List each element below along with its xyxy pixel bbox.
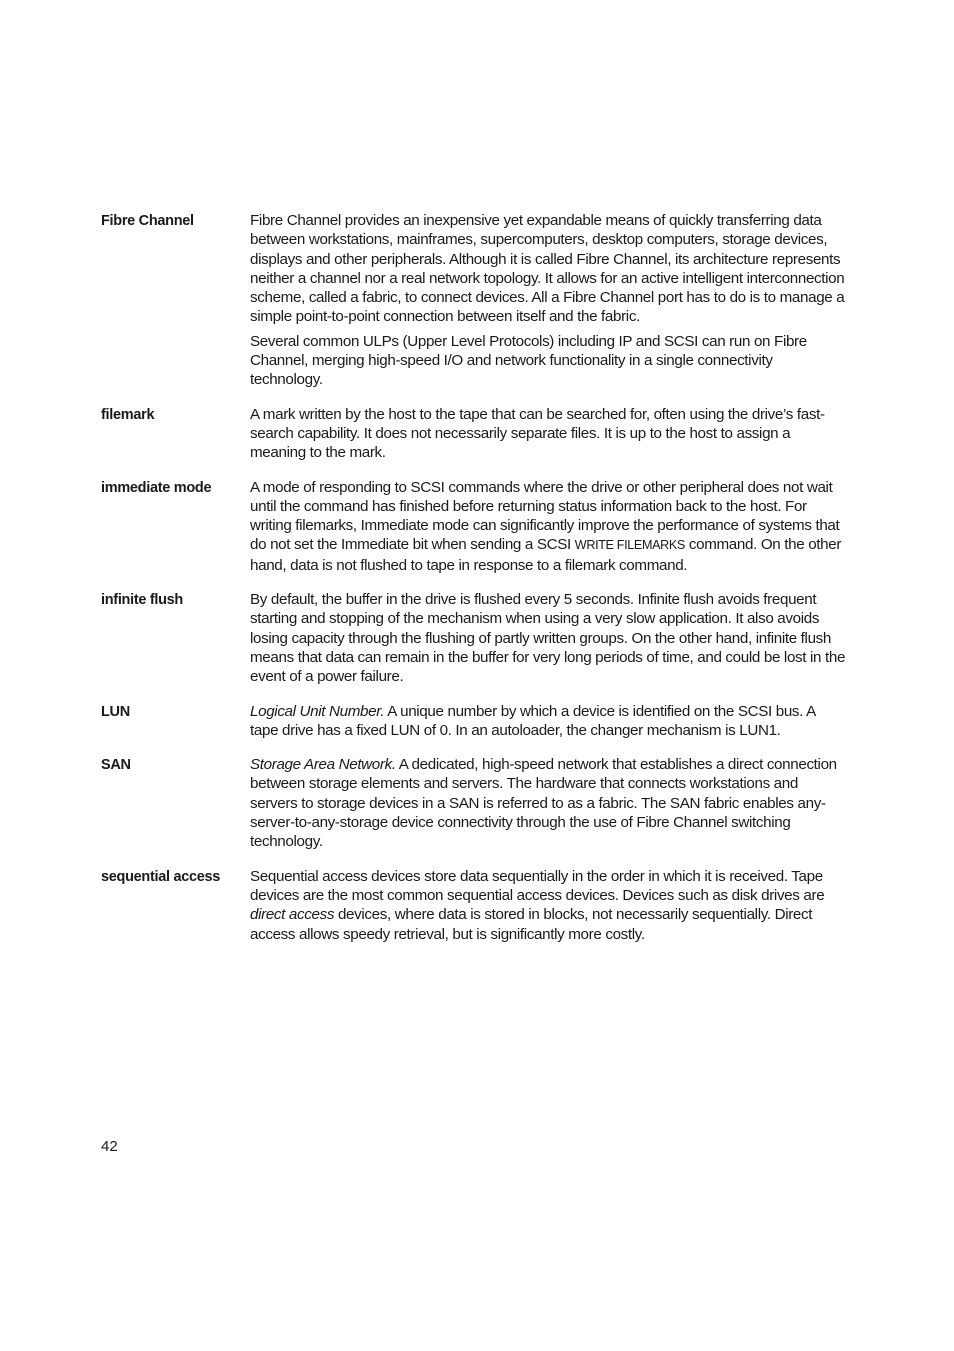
glossary-definition [250, 478, 846, 575]
expansion-italic: Logical Unit Number. [250, 702, 385, 720]
glossary-entry-sequential-access [101, 867, 846, 944]
definition-text: A mode of responding to SCSI commands where the drive or other peripheral does not wait until the command has finished before returning status information back to the host. For writing filemarks, Immediate mode can significantly improve the performance of systems that do not set the Immediate bit when sending a SCSI [250, 478, 840, 554]
glossary-definition [250, 755, 846, 851]
glossary-term: filemark [101, 406, 155, 423]
definition-text: command. On the other hand, data is not flushed to tape in response to a filemark command. [250, 536, 842, 574]
definition-text: devices, where data is stored in blocks, not necessarily sequentially. Direct access allows speedy retrieval, but is significantly more costly. [250, 906, 813, 943]
glossary-entry-immediate-mode [101, 478, 846, 575]
glossary-list [101, 211, 846, 959]
expansion-italic: Storage Area Network. [250, 756, 396, 774]
definition-paragraph [250, 478, 846, 575]
glossary-entry-san [101, 755, 846, 851]
definition-paragraph: By default, the buffer in the drive is flushed every 5 seconds. Infinite flush avoids frequent starting and stopping of the mechanism when using a very slow application. It also avoids losing capacity through the flushing of partly written groups. On the other hand, infinite flush means that data can remain in the buffer for very long periods of time, and could be lost in the event of a power failure. [250, 591, 846, 686]
definition-text: Sequential access devices store data sequentially in the order in which it is received. Tape devices are the most common sequential access devices. Devices such as disk drives are [250, 867, 825, 904]
definition-paragraph: A mark written by the host to the tape that can be searched for, often using the drive’s fast-search capability. It does not necessarily separate files. It is up to the host to assign a meaning to the mark. [250, 405, 825, 462]
glossary-definition [250, 702, 846, 741]
page-number: 42 [101, 1138, 118, 1155]
definition-text: A dedicated, high-speed network that establishes a direct connection between storage elements and servers. The hardware that connects workstations and servers to storage devices in a SAN is referred to as a fabric. The SAN fabric enables any-server-to-any-storage device connectivity through the use of Fibre Channel switching technology. [250, 756, 837, 851]
definition-paragraph [250, 755, 846, 851]
definition-paragraph [250, 867, 846, 944]
glossary-definition [250, 211, 846, 390]
glossary-term: SAN [101, 757, 131, 774]
glossary-term: sequential access [101, 868, 221, 885]
glossary-definition [250, 867, 846, 944]
glossary-entry-fibre-channel [101, 211, 846, 390]
definition-paragraph: Fibre Channel provides an inexpensive yet expandable means of quickly transferring data between workstations, mainframes, supercomputers, desktop computers, storage devices, displays and other peripherals. Although it is called Fibre Channel, its architecture represents neither a channel nor a real network topology. It allows for an active intelligent interconnection scheme, called a fabric, to connect devices. All a Fibre Channel port has to do is to manage a simple point-to-point connection between itself and the fabric. [250, 212, 845, 326]
glossary-term: Fibre Channel [101, 213, 194, 229]
glossary-term: infinite flush [101, 592, 183, 609]
glossary-definition [250, 590, 846, 686]
definition-paragraph: Several common ULPs (Upper Level Protocols) including IP and SCSI can run on Fibre Channel, merging high-speed I/O and network functionality in a single connectivity technology. [250, 332, 807, 389]
glossary-entry-lun [101, 702, 846, 741]
definition-paragraph [250, 702, 846, 741]
glossary-term: LUN [101, 703, 130, 720]
glossary-definition [250, 405, 846, 463]
glossary-term: immediate mode [101, 479, 212, 496]
definition-text: A unique number by which a device is identified on the SCSI bus. A tape drive has a fixed LUN of 0. In an autoloader, the changer mechanism is LUN1. [250, 702, 816, 739]
glossary-entry-infinite-flush [101, 590, 846, 686]
emphasis-italic: direct access [250, 906, 335, 924]
glossary-entry-filemark [101, 405, 846, 463]
command-name-smallcaps: WRITE FILEMARKS [574, 538, 685, 553]
